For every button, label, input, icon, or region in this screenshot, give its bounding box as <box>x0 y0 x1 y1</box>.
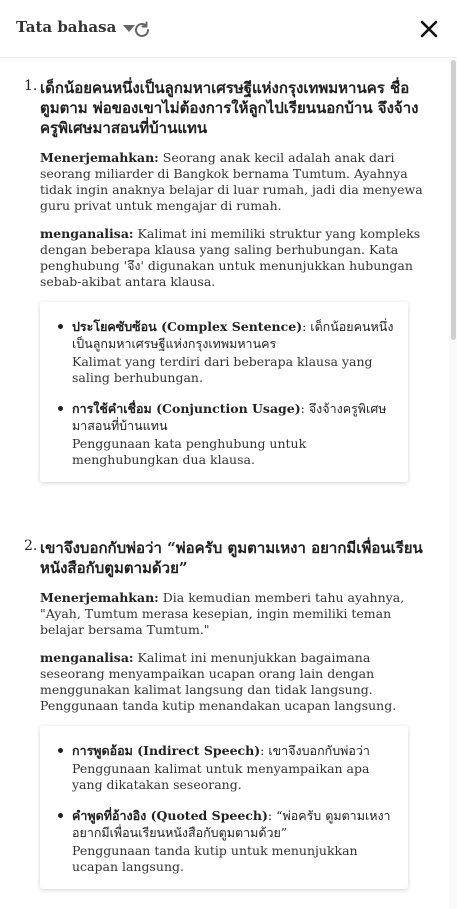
grammar-points-card <box>40 302 408 482</box>
item-heading: เด็กน้อยคนหนึ่งเป็นลูกมหาเศรษฐีแห่งกรุงเทพมหานคร ชื่อ ตูมตาม พ่อของเขาไม่ต้องการให้ลูกไปเรียนนอกบ้าน จึงจ้างครูพิเศษมาสอนที่บ้านแทน <box>40 79 419 137</box>
grammar-content <box>0 58 449 909</box>
bullet <box>58 813 63 818</box>
refresh-icon[interactable] <box>132 20 152 40</box>
point-term: การใช้คำเชื่อม (Conjunction Usage) <box>72 401 301 416</box>
analysis-text: Kalimat ini menunjukkan bagaimana seseorang menyampaikan ucapan orang lain dengan menggunakan kalimat langsung dan tidak langsung. Penggunaan tanda kutip menandakan ucapan langsung. <box>40 650 397 713</box>
language-selector[interactable] <box>16 18 135 36</box>
translation <box>40 590 434 638</box>
analysis-text: Kalimat ini memiliki struktur yang kompleks dengan beberapa klausa yang saling berhubungan. Kata penghubung 'จึง' digunakan untuk menunjukkan hubungan sebab-akibat antara klausa. <box>40 226 421 289</box>
bullet <box>58 748 63 753</box>
analysis <box>40 650 434 714</box>
translation-text: Seorang anak kecil adalah anak dari seorang miliarder di Bangkok bernama Tumtum. Ayahnya tidak ingin anaknya belajar di luar rumah, jadi dia menyewa guru privat untuk mengajar di rumah. <box>40 150 423 213</box>
grammar-point <box>54 742 394 793</box>
point-example: : เขาจึงบอกกับพ่อว่า <box>260 743 370 758</box>
bullet <box>58 324 63 329</box>
translation <box>40 150 434 214</box>
grammar-point <box>54 318 394 386</box>
point-description: Penggunaan kata penghubung untuk menghubungkan dua klausa. <box>72 436 307 467</box>
grammar-item <box>24 78 434 482</box>
point-description: Penggunaan tanda kutip untuk menunjukkan ucapan langsung. <box>72 843 358 874</box>
translation-label: Menerjemahkan: <box>40 150 159 165</box>
item-number: 2. <box>24 538 38 554</box>
item-number: 1. <box>24 78 38 94</box>
point-term: การพูดอ้อม (Indirect Speech) <box>72 743 261 758</box>
analysis-label: menganalisa: <box>40 650 134 665</box>
scrollbar-thumb[interactable] <box>451 60 456 340</box>
point-example: : จึงจ้างครูพิเศษมาสอนที่บ้านแทน <box>72 401 387 433</box>
panel-title: Tata bahasa <box>16 18 117 36</box>
translation-text: Dia kemudian memberi tahu ayahnya, "Ayah, Tumtum merasa kesepian, ingin memiliki teman belajar bersama Tumtum." <box>40 590 405 637</box>
grammar-point <box>54 807 394 875</box>
item-heading: เขาจึงบอกกับพ่อว่า “พ่อครับ ตูมตามเหงา อยากมีเพื่อนเรียนหนังสือกับตูมตามด้วย” <box>40 539 423 577</box>
grammar-points-card <box>40 726 408 889</box>
analysis <box>40 226 434 290</box>
analysis-label: menganalisa: <box>40 226 134 241</box>
point-example: : “พ่อครับ ตูมตามเหงา อยากมีเพื่อนเรียนหนังสือกับตูมตามด้วย” <box>72 808 391 840</box>
grammar-item <box>24 538 434 889</box>
panel-header <box>0 0 457 58</box>
point-description: Kalimat yang terdiri dari beberapa klausa yang saling berhubungan. <box>72 354 373 385</box>
point-example: : เด็กน้อยคนหนึ่งเป็นลูกมหาเศรษฐีแห่งกรุงเทพมหานคร <box>72 319 394 351</box>
grammar-point <box>54 400 394 468</box>
point-term: ประโยคซับซ้อน (Complex Sentence) <box>72 319 303 334</box>
close-icon[interactable] <box>417 17 441 41</box>
translation-label: Menerjemahkan: <box>40 590 159 605</box>
point-term: คำพูดที่อ้างอิง (Quoted Speech) <box>72 808 268 823</box>
bullet <box>58 406 63 411</box>
point-description: Penggunaan kalimat untuk menyampaikan apa yang dikatakan seseorang. <box>72 761 370 792</box>
